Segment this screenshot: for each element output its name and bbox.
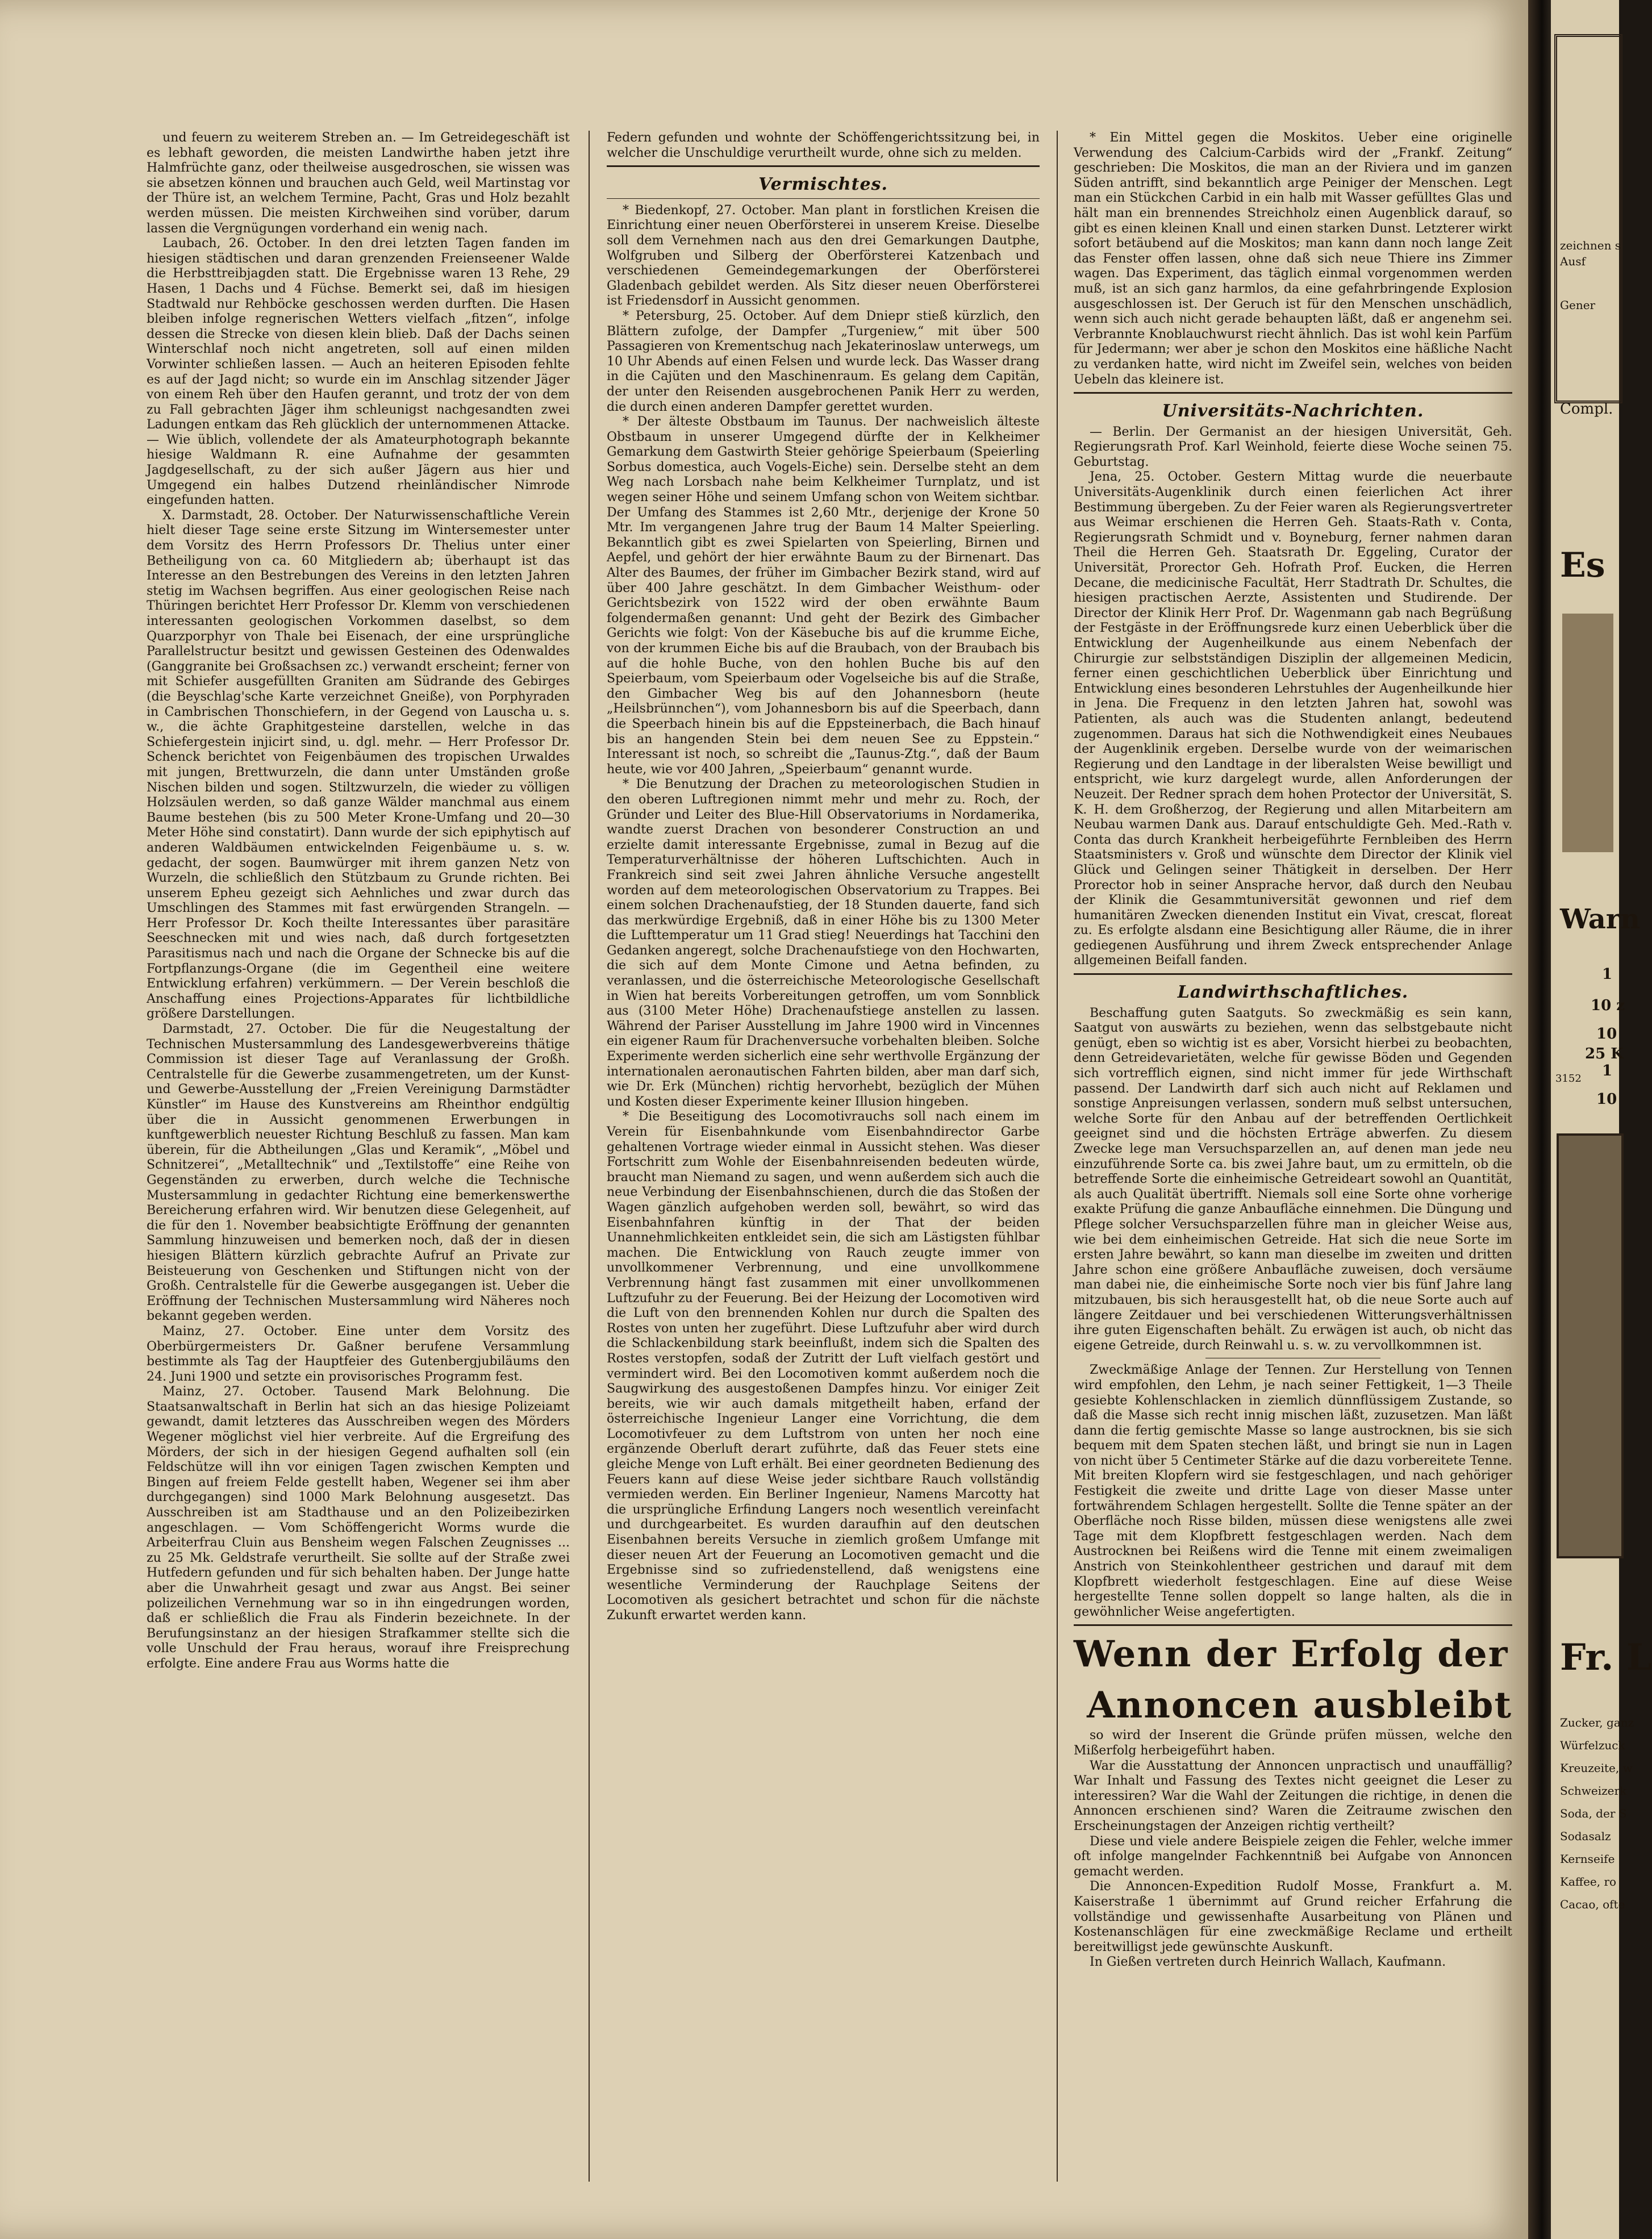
section-heading: Vermischtes. (758, 174, 888, 195)
article-paragraph: Beschaffung guten Saatguts. So zweckmäßig es sein kann, Saatgut von auswärts zu beziehen, wenn das selbstgebaute nicht genügt, eben so wichtig ist es aber, Vorsicht hierbei zu beobachten, denn Getreidevarietäten, welche für gewisse Böden und Gegenden sich vortrefflich eignen, sind nicht immer für jede Wirthschaft passend. Der Landwirth darf sich auch nicht auf Reklamen und sonstige Anpreisungen verlassen, sondern muß selbst untersuchen, welche Sorte für den Anbau auf der betreffenden Oertlichkeit geeignet sind und die höchsten Erträge abwerfen. Zu diesem Zwecke lege man Versuchsparzellen an, auf denen man jede neu einzuführende Sorte ca. bis zwei Jahre baut, um zu ermitteln, ob die betreffende Sorte die einheimische Getreideart sowohl an Quantität, als auch Qualität übertrifft. Niemals soll eine Sorte ohne vorherige exakte Prüfung die ganze Anbaufläche einnehmen. Die Düngung und Pflege solcher Versuchsparzellen führe man in gleicher Weise aus, wie bei dem einheimischen Getreide. Hat sich die neue Sorte im ersten Jahre bewährt, so kann man dieselbe im zweiten und dritten Jahre schon eine größere Anbaufläche zuweisen, doch versäume man dabei nie, die einheimische Sorte noch vier bis fünf Jahre lang mitzubauen, bis sich herausgestellt hat, ob die neue Sorte auch auf längere Zeitdauer und bei verschiedenen Witterungsverhältnissen ihre guten Eigenschaften behält. Zu erwägen ist auch, ob nicht das eigene Getreide, durch Reinwahl u. s. w. zu vervollkommnen ist. (1074, 1006, 1512, 1353)
column-3 (1074, 131, 1512, 1970)
section-heading: Landwirthschaftliches. (1177, 982, 1409, 1003)
illustration (1557, 1133, 1624, 1558)
column-2 (607, 131, 1040, 1624)
article-paragraph: * Der älteste Obstbaum im Taunus. Der nachweislich älteste Obstbaum in unserer Umgegend dürfte der in Kelkheimer Gemarkung dem Gastwirth Steier gehörige Speierbaum (Speierling Sorbus domestica, auch Vogels-Eiche) sein. Derselbe steht an dem Weg nach Lorsbach nahe beim Kelkheimer Turnplatz, und ist wegen seiner Höhe und seinem Umfang schon von Weitem sichtbar. Der Umfang des Stammes ist 2,60 Mtr., derjenige der Krone 50 Mtr. Im vergangenen Jahre trug der Baum 14 Malter Speierling. Bekanntlich gibt es zwei Spielarten von Speierling, Birnen und Aepfel, und gehört der hier erwähnte Baum zu der Birnenart. Das Alter des Baumes, der früher im Gimbacher Bezirk stand, wird auf über 400 Jahre geschätzt. In dem Gimbacher Weisthum- oder Gerichtsbezirk von 1522 wird der oben erwähnte Baum folgendermaßen genannt: Und geht der Bezirk des Gimbacher Gerichts wie folgt: Von der Käsebuche bis auf die krumme Eiche, von der krummen Eiche bis auf die Braubach, von der Braubach bis auf die hohle Buche, von den hohlen Buche bis auf den Speierbaum, vom Speierbaum oder Vogelseiche bis auf die Straße, den Gimbacher Weg bis auf den Johannesborn (heute „Heilsbrünnchen“), vom Johannesborn bis auf die Speerbach, dann die Speerbach hinein bis auf die Eppsteinerbach, die Bach hinauf bis an hangenden Stein bei dem neuen See zu Eppstein.“ Interessant ist noch, so schreibt die „Taunus-Ztg.“, daß der Baum heute, wie vor 400 Jahren, „Speierbaum“ genannt wurde. (607, 415, 1040, 777)
adjacent-text: Würfelzuck (1560, 1738, 1625, 1752)
product-image (1562, 614, 1613, 852)
section-divider (607, 165, 1040, 167)
article-paragraph: Laubach, 26. October. In den drei letzten Tagen fanden im hiesigen städtischen und daran grenzenden Freienseener Walde die Herbsttreibjagden statt. Die Ergebnisse waren 13 Rehe, 29 Hasen, 1 Dachs und 4 Füchse. Bemerkt sei, daß im hiesigen Stadtwald nur Rehböcke geschossen werden durften. Die Hasen bleiben infolge regnerischen Wetters vielfach „fitzen“, infolge dessen die Strecke von diesen klein blieb. Daß der Dachs seinen Winterschlaf noch nicht angetreten, soll auf einen milden Vorwinter schließen lassen. — Auch an heiteren Episoden fehlte es auf der Jagd nicht; so wurde ein im Anschlag sitzender Jäger von einem Reh über den Haufen gerannt, und trotz der von dem zu Fall gebrachten Jäger ihm schleunigst nachgesandten zwei Ladungen entkam das Reh glücklich der unternommenen Attacke. — Wie üblich, vollendete der als Amateurphotograph bekannte hiesige Waldmann R. eine Aufnahme der gesammten Jagdgesellschaft, zu der sich außer Jägern aus hier und Umgegend ein halbes Dutzend rheinländischer Nimrode eingefunden hatten. (147, 236, 570, 508)
section-divider (1074, 973, 1512, 975)
article-paragraph: und feuern zu weiterem Streben an. — Im Getreidegeschäft ist es lebhaft geworden, die meisten Landwirthe haben jetzt ihre Halmfrüchte ganz, oder theilweise ausgedroschen, sie wissen was sie absetzen können und brauchen auch Geld, weil Martinstag vor der Thüre ist, an welchem Termine, Pacht, Gras und Holz bezahlt werden müssen. Die meisten Kirchweihen sind vorüber, darum lassen die Vergnügungen vorderhand ein wenig nach. (147, 131, 570, 236)
article-paragraph: Mainz, 27. October. Tausend Mark Belohnung. Die Staatsanwaltschaft in Berlin hat sich an das hiesige Polizeiamt gewandt, damit letzteres das Ausschreiben wegen des Mörders Wegener möglichst viel hier verbreite. Auf die Ergreifung des Mörders, der sich in der hiesigen Gegend aufhalten soll (ein Feldschütze will ihn vor einigen Tagen zwischen Kempten und Bingen auf freiem Felde gestellt haben, Wegener sei ihm aber durchgegangen) sind 1000 Mark Belohnung ausgesetzt. Das Ausschreiben ist am Stadthause und an den Polizeibezirken angeschlagen. — Vom Schöffengericht Worms wurde die Arbeiterfrau Cluin aus Bensheim wegen Falschen Zeugnisses ... zu 25 Mk. Geldstrafe verurtheilt. Sie sollte auf der Straße zwei Hutfedern gefunden und für sich behalten haben. Der Junge hatte aber die Unwahrheit gesagt und zwar aus Angst. Bei seiner polizeilichen Vernehmung war so in ihn eingedrungen worden, daß er schließlich die Frau als Finderin bezeichnete. In der Berufungsinstanz an der hiesigen Strafkammer stellte sich die volle Unschuld der Frau heraus, worauf ihre Freisprechung erfolgte. Eine andere Frau aus Worms hatte die (147, 1385, 570, 1671)
adjacent-text: 3152 (1555, 1073, 1582, 1085)
adjacent-text: Warn (1560, 903, 1641, 935)
article-paragraph: Federn gefunden und wohnte der Schöffengerichtssitzung bei, in welcher die Unschuldige verurtheilt wurde, ohne sich zu melden. (607, 131, 1040, 160)
column-rule (1057, 131, 1058, 2182)
ad-headline: Annoncen ausbleibt (1087, 1684, 1512, 1727)
adjacent-text: Kernseife (1560, 1852, 1615, 1866)
advertisement (1074, 1632, 1512, 1970)
article-paragraph: — Berlin. Der Germanist an der hiesigen Universität, Geh. Regierungsrath Prof. Karl Weinhold, feierte diese Woche seinen 75. Geburtstag. (1074, 424, 1512, 469)
adjacent-text: Kreuzeite, w (1560, 1761, 1633, 1775)
adjacent-text: Sodasalz (1560, 1829, 1611, 1843)
article-paragraph: X. Darmstadt, 28. October. Der Naturwissenschaftliche Verein hielt dieser Tage seine erste Sitzung im Wintersemester unter dem Vorsitz des Herrn Professors Dr. Thelius unter einer Betheiligung von ca. 60 Mitgliedern ab; überhaupt ist das Interesse an den Bestrebungen des Vereins in den letzten Jahren stetig im Wachsen begriffen. Aus einer geologischen Reise nach Thüringen berichtet Herr Professor Dr. Klemm von verschiedenen interessanten geologischen Vorkommen daselbst, so dem Quarzporphyr von Thale bei Eisenach, der eine ursprüngliche Parallelstructur besitzt und gewissen Gesteinen des Odenwaldes (Ganggranite bei Großsachsen zc.) verwandt erscheint; ferner von mit Schiefer ausgefüllten Graniten am Südrande des Gebirges (die Beyschlag'sche Karte verzeichnet Gneiße), von Porphyraden in Cambrischen Thonschiefern, in der Gegend von Lauscha u. s. w., die ächte Graphitgesteine darstellen, welche in das Schiefergestein injicirt sind, u. dgl. mehr. — Herr Professor Dr. Schenck berichtet von Feigenbäumen des tropischen Urwaldes mit jungen, Brettwurzeln, die dann unter Umständen große Nischen bilden und sogen. Stiltzwurzeln, die wieder zu völligen Holzsäulen werden, so daß ganze Wälder manchmal aus einem Baume bestehen (bis zu 500 Meter Krone-Umfang und 20—30 Meter Höhe sind constatirt). Dann wurde der sich epiphytisch auf anderen Waldbäumen entwickelnden Feigenbäume u. s. w. gedacht, der sogen. Baumwürger mit ihrem ganzen Netz von Wurzeln, die schließlich den Stützbaum zu Grunde richten. Bei unserem Epheu gezeigt sich Aehnliches und zwar durch das Umschlingen des Stammes mit fast erwürgenden Strangeln. — Herr Professor Dr. Koch theilte Interessantes über parasitäre Seeschnecken mit und wies nach, daß durch fortgesetzten Parasitismus nach und nach die Organe der Schnecke bis auf die Fortpflanzungs-Organe (die im Gegentheil eine weitere Entwicklung erfahren) verkümmern. — Der Verein beschloß die Anschaffung eines Projections-Apparates für lichtbildliche größere Darstellungen. (147, 508, 570, 1021)
column-1 (147, 131, 570, 1672)
ad-paragraph: War die Ausstattung der Annoncen unpractisch und unauffällig? War Inhalt und Fassung des Textes nicht geeignet die Leser zu interessiren? War die Wahl der Zeitungen die richtige, in denen die Annoncen erschienen sind? Waren die Zeitraume zwischen den Erscheinungstagen der Anzeigen richtig vertheilt? (1074, 1758, 1512, 1833)
adjacent-text: 1 (1602, 1062, 1613, 1079)
adjacent-text: Zucker, ganz (1560, 1716, 1634, 1729)
adjacent-text: 10 (1596, 1091, 1617, 1108)
adjacent-text: Fr. L (1560, 1636, 1652, 1679)
article-paragraph: * Ein Mittel gegen die Moskitos. Ueber eine originelle Verwendung des Calcium-Carbids wird der „Frankf. Zeitung“ geschrieben: Die Moskitos, die man an der Riviera und im ganzen Süden antrifft, sind bekanntlich arge Peiniger der Menschen. Legt man ein Stückchen Carbid in ein halb mit Wasser gefülltes Glas und hält man ein brennendes Streichholz einen Augenblick darauf, so gibt es einen kleinen Knall und einen starken Dunst. Letzterer wirkt sofort betäubend auf die Moskitos; man kann dann noch lange Zeit das Fenster offen lassen, ohne daß sich neue Thiere ins Zimmer wagen. Das Experiment, das täglich einmal vorgenommen werden muß, ist an sich ganz harmlos, da eine gefahrbringende Explosion ausgeschlossen ist. Der Geruch ist für den Menschen unschädlich, wenn sich auch nicht gerade behaupten läßt, daß er angenehm sei. Verbrannte Knoblauchwurst riecht ähnlich. Das ist wohl kein Parfüm für Jedermann; wer aber je schon den Moskitos eine häßliche Nacht zu verdanken hatte, wird nicht im Zweifel sein, welches von beiden Uebeln das kleinere ist. (1074, 131, 1512, 387)
article-paragraph: * Die Beseitigung des Locomotivrauchs soll nach einem im Verein für Eisenbahnkunde vom Eisenbahndirector Garbe gehaltenen Vortrage wieder einmal in Aussicht stehen. Was dieser Fortschritt zum Wohle der Eisenbahnreisenden bedeuten würde, braucht man Niemand zu sagen, und wenn außerdem sich auch die neue Verbindung der Eisenbahnschienen, durch die das Stoßen der Wagen gänzlich aufgehoben werden soll, bewährt, so wird das Eisenbahnfahren künftig in der That der beiden Unannehmlichkeiten entkleidet sein, die sich am Lästigsten fühlbar machen. Die Entwicklung von Rauch zeugte immer von unvollkommener Verbrennung, und eine unvollkommene Verbrennung hängt fast zusammen mit einer unvollkommenen Luftzufuhr zu der Feuerung. Bei der Heizung der Locomotiven wird die Luft von den brennenden Kohlen nur durch die Spalten des Rostes von unten her zugeführt. Diese Luftzufuhr aber wird durch die Schlackenbildung stark beeinflußt, indem sich die Spalten des Rostes verstopfen, sodaß der Zutritt der Luft vielfach gestört und vermindert wird. Bei den Locomotiven kommt außerdem noch die Saugwirkung des ausgestoßenen Dampfes hinzu. Vor einiger Zeit bereits, wie wir auch damals mitgetheilt haben, erfand der österreichische Ingenieur Langer eine Vorrichtung, die dem Locomotivfeuer zu dem Luftstrom von unten her noch eine ergänzende Oberluft derart zuführte, daß das Feuer stets eine gleiche Menge von Luft erhält. Bei einer geordneten Bedienung des Feuers kann auf diese Weise jeder sichtbare Rauch vollständig vermieden werden. Ein Berliner Ingenieur, Namens Marcotty hat die ursprüngliche Erfindung Langers noch wesentlich vereinfacht und durchgearbeitet. Es wurden daraufhin auf den deutschen Eisenbahnen bereits Versuche in ziemlich großem Umfange mit dieser neuen Art der Feuerung an Locomotiven gemacht und die Ergebnisse sind so zufriedenstellend, daß wenigstens eine wesentliche Verminderung der Rauchplage Seitens der Locomotiven als gesichert betrachtet und schon für die nächste Zukunft erwartet werden kann. (607, 1110, 1040, 1623)
section-divider (607, 198, 1040, 199)
article-paragraph: Mainz, 27. October. Eine unter dem Vorsitz des Oberbürgermeisters Dr. Gaßner berufene Versammlung bestimmte als Tag der Hauptfeier des Gutenbergjubiläums den 24. Juni 1900 und setzte ein provisorisches Programm fest. (147, 1324, 570, 1384)
article-paragraph: Darmstadt, 27. October. Die für die Neugestaltung der Technischen Mustersammlung des Landesgewerbvereins thätige Commission ist dieser Tage auf Veranlassung der Großh. Centralstelle für die Gewerbe zusammengetreten, um der Kunst- und Gewerbe-Ausstellung der „Freien Vereinigung Darmstädter Künstler“ im Hause des Kunstvereins am Rheinthor endgültig über die in Aussicht genommenen Erwerbungen in kunftgewerblich neuester Richtung Beschluß zu fassen. Man kam überein, für die Abtheilungen „Glas und Keramik“, „Möbel und Schnitzerei“, „Metalltechnik“ und „Textilstoffe“ eine Reihe von Gegenständen zu erwerben, durch welche die Technische Mustersammlung in gedachter Richtung eine bemerkenswerthe Bereicherung erfahren wird. Wir benutzen diese Gelegenheit, auf die für den 1. November beabsichtigte Eröffnung der genannten Sammlung hinzuweisen und bemerken noch, daß der in diesen hiesigen Blättern kürzlich gebrachte Aufruf an Private zur Beisteuerung von Geschenken und Stiftungen nicht von der Großh. Centralstelle für die Gewerbe ausgegangen ist. Ueber die Eröffnung der Technischen Mustersammlung wird Näheres noch bekannt gegeben werden. (147, 1022, 570, 1324)
section-heading: Universitäts-Nachrichten. (1162, 401, 1424, 422)
adjacent-text: Soda, der S (1560, 1807, 1627, 1820)
adjacent-text: Compl. (1560, 401, 1613, 418)
page-gutter (1528, 0, 1551, 2239)
adjacent-text: 10 z (1591, 997, 1625, 1014)
ad-paragraph: In Gießen vertreten durch Heinrich Wallach, Kaufmann. (1090, 1955, 1446, 1970)
article-paragraph: * Petersburg, 25. October. Auf dem Dniepr stieß kürzlich, den Blättern zufolge, der Dampfer „Turgeniew,“ mit über 500 Passagieren von Krementschug nach Jekaterinoslaw unterwegs, um 10 Uhr Abends auf einen Felsen und wurde leck. Das Wasser drang in die Cajüten und den Maschinenraum. Es gelang dem Capitän, der unter den Reisenden ausgebrochenen Panik Herr zu werden, die durch einen anderen Dampfer gerettet wurden. (607, 308, 1040, 414)
ad-paragraph: Die Annoncen-Expedition Rudolf Mosse, Frankfurt a. M. Kaiserstraße 1 übernimmt auf Grund reicher Erfahrung die vollständige und gewissenhafte Ausarbeitung von Plänen und Kostenanschlägen für eine zweckmäßige Reclame und ertheilt bereitwilligst jede gewünschte Auskunft. (1074, 1879, 1512, 1954)
section-divider (1074, 1624, 1512, 1626)
adjacent-text: Ausf (1560, 255, 1586, 268)
adjacent-page-strip (1551, 0, 1652, 2239)
adjacent-text: zeichnen s (1560, 239, 1621, 252)
ad-paragraph: Diese und viele andere Beispiele zeigen die Fehler, welche immer oft infolge mangelnder Fachkenntniß bei Aufgabe von Annoncen gemacht werden. (1074, 1834, 1512, 1879)
article-paragraph: Jena, 25. October. Gestern Mittag wurde die neuerbaute Universitäts-Augenklinik durch einen feierlichen Act ihrer Bestimmung übergeben. Zu der Feier waren als Regierungsvertreter aus Weimar erschienen die Herren Geh. Staats-Rath v. Conta, Regierungsrath Schmidt und v. Boyneburg, ferner nahmen daran Theil die Herren Geh. Staatsrath Dr. Eggeling, Curator der Universität, Prorector Geh. Hofrath Prof. Eucken, die Herren Decane, die medicinische Facultät, Herr Stadtrath Dr. Schultes, die hiesigen practischen Aerzte, Assistenten und Studirende. Der Director der Klinik Herr Prof. Dr. Wagenmann gab nach Begrüßung der Festgäste in der Eröffnungsrede kurz einen Ueberblick über die Entwicklung der Augenheilkunde aus einem Nebenfach der Chirurgie zur selbstständigen Disziplin der allgemeinen Medicin, ferner einen geschichtlichen Ueberblick über Einrichtung und Entwicklung eines besonderen Lehrstuhles der Augenheilkunde hier in Jena. Die Frequenz in den letzten Jahren hat, sowohl was Patienten, als auch was die Studenten anlangt, bedeutend zugenommen. Daraus hat sich die Nothwendigkeit eines Neubaues der Augenklinik ergeben. Derselbe wurde von der weimarischen Regierung und den Landtage in der liberalsten Weise bewilligt und entspricht, wie kurz dargelegt wurde, allen Anforderungen der Neuzeit. Der Redner sprach dem hohen Protector der Universität, S. K. H. dem Großherzog, der Regierung und allen Mitarbeitern am Neubau warmen Dank aus. Darauf entschuldigte Geh. Med.-Rath v. Conta das durch Krankheit herbeigeführte Fernbleiben des Herrn Staatsministers v. Groß und wünschte dem Director der Klinik viel Glück und Gelingen seiner Thätigkeit in derselben. Der Herr Prorector hob in seiner Ansprache hervor, daß durch den Neubau der Klinik die Gesammtuniversität gewonnen und rief dem humanitären Zwecken dienenden Institut ein Vivat, crescat, floreat zu. Es erfolgte alsdann eine Besichtigung aller Räume, die in ihrer gediegenen Ausführung und ihrem Zweck entsprechender Anlage allgemeinen Beifall fanden. (1074, 470, 1512, 968)
ad-headline: Wenn der Erfolg der (1074, 1633, 1509, 1676)
adjacent-text: Kaffee, ro (1560, 1875, 1617, 1888)
article-paragraph: * Die Benutzung der Drachen zu meteorologischen Studien in den oberen Luftregionen nimmt mehr und mehr zu. Roch, der Gründer und Leiter des Blue-Hill Observatoriums in Nordamerika, wandte zuerst Drachen von besonderer Construction an und erzielte damit interessante Ergebnisse, zumal in Bezug auf die Temperaturverhältnisse der höheren Luftschichten. Auch in Frankreich sind seit zwei Jahren ähnliche Versuche angestellt worden auf dem meteorologischen Observatorium zu Trappes. Bei einem solchen Drachenaufstieg, der 18 Stunden dauerte, fand sich das merkwürdige Ergebniß, daß in einer Höhe bis zu 1300 Meter die Lufttemperatur um 11 Grad stieg! Neuerdings hat Tacchini den Gedanken angeregt, solche Drachenaufstiege von den Hochwarten, die sich auf dem Monte Cimone und Aetna befinden, zu veranlassen, und die österreichische Meteorologische Gesellschaft in Wien hat bereits Vorbereitungen getroffen, um vom Sonnblick aus (3100 Meter Höhe) Drachenaufstiege anstellen zu lassen. Während der Pariser Ausstellung im Jahre 1900 wird in Vincennes ein eigener Raum für Drachenversuche vorbehalten bleiben. Solche Experimente werden sicherlich eine sehr werthvolle Ergänzung der internationalen aeronautischen Fahrten bilden, aber man darf sich, wie Dr. Erk (München) richtig hervorhebt, bezüglich der Mühen und Kosten dieser Experimente keiner Illusion hingeben. (607, 777, 1040, 1109)
adjacent-text: 25 K (1585, 1045, 1624, 1062)
article-paragraph: Zweckmäßige Anlage der Tennen. Zur Herstellung von Tennen wird empfohlen, den Lehm, je nach seiner Fettigkeit, 1—3 Theile gesiebte Kohlenschlacken in ziemlich dünnflüssigem Zustande, so daß die Masse sich recht innig mischen läßt, zuzusetzen. Man läßt dann die fertig gemischte Masse so lange austrocknen, bis sie sich bequem mit dem Spaten stechen läßt, und bringt sie nun in Lagen von nicht über 5 Centimeter Stärke auf die dazu vorbereitete Tenne. Mit breiten Klopfern wird sie festgeschlagen, und nach gehöriger Festigkeit die zweite und dritte Lage von dieser Masse unter fortwährendem Schlagen hergestellt. Sollte die Tenne später an der Oberfläche noch Risse bilden, müssen diese wenigstens alle zwei Tage mit dem Klopfbrett festgeschlagen werden. Nach dem Austrocknen bei Reißens wird die Tenne mit einem zweimaligen Anstrich von Steinkohlentheer gestrichen und darauf mit dem Klopfbrett wiederholt festgeschlagen. Eine auf diese Weise hergestellte Tenne sollen doppelt so lange halten, als die in gewöhnlicher Weise angefertigten. (1074, 1363, 1512, 1619)
section-divider (1074, 392, 1512, 394)
adjacent-text: 10 (1596, 1025, 1617, 1043)
column-rule (589, 131, 590, 2182)
ad-paragraph: so wird der Inserent die Gründe prüfen müssen, welche den Mißerfolg herbeigeführt haben. (1074, 1728, 1512, 1758)
adjacent-text: Es (1560, 545, 1605, 585)
adjacent-text: 1 (1602, 966, 1613, 983)
adjacent-text: Cacao, ofte (1560, 1898, 1625, 1911)
article-paragraph: * Biedenkopf, 27. October. Man plant in forstlichen Kreisen die Einrichtung einer neuen Oberförsterei in unserem Kreise. Dieselbe soll dem Vernehmen nach aus den drei Gemarkungen Dautphe, Wolfgruben und Silberg der Oberförsterei Katzenbach und verschiedenen Gemeindegemarkungen der Oberförsterei Gladenbach gebildet werden. Als Sitz dieser neuen Oberförsterei ist Friedensdorf in Aussicht genommen. (607, 203, 1040, 308)
adjacent-text: Schweizerk (1560, 1784, 1627, 1798)
adjacent-text: Gener (1560, 298, 1596, 312)
ad-border (1554, 34, 1622, 403)
